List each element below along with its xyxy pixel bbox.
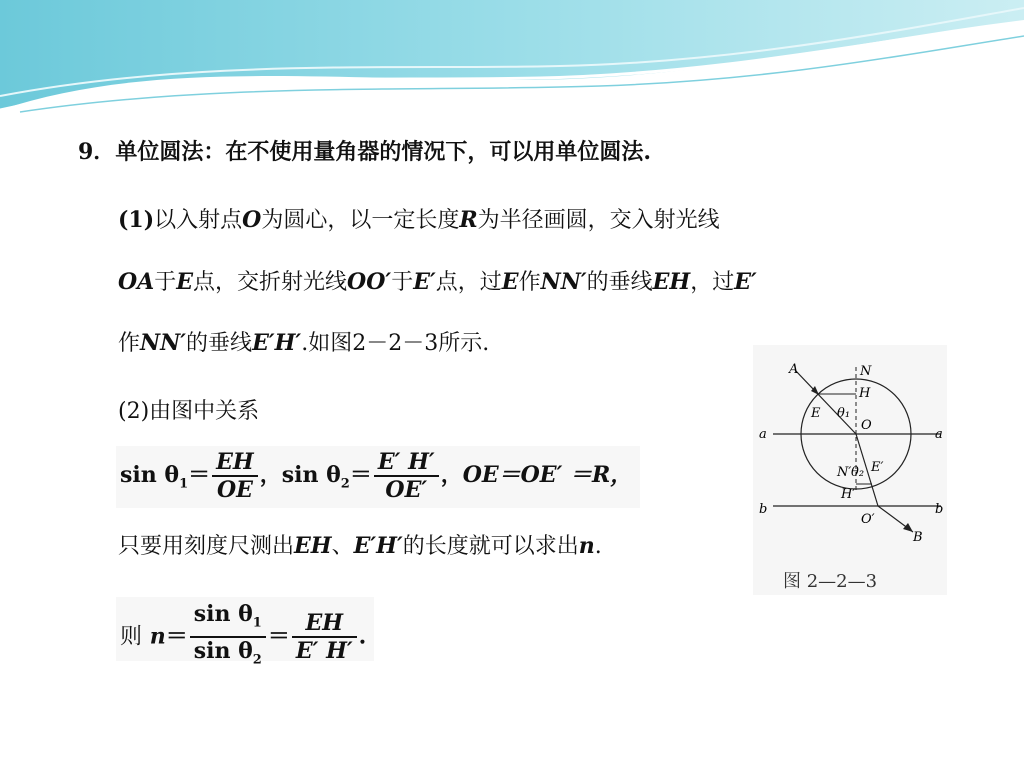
var-n: n (578, 533, 595, 559)
label-theta1: θ₁ (837, 406, 851, 421)
label-H: H (859, 386, 871, 401)
label-theta2: θ₂ (851, 465, 865, 480)
text: 为圆心，以一定长度 (261, 208, 460, 233)
equals: ＝ (165, 623, 188, 650)
denominator: E′ H′ (295, 638, 353, 665)
denominator: OE′ (385, 477, 428, 503)
var-E: E (176, 269, 194, 295)
text: 于 (391, 270, 414, 295)
var-OOprime: OO′ (347, 269, 392, 295)
var-NNprime: NN′ (540, 269, 587, 295)
label-b-left: b (759, 502, 768, 517)
denominator: OE (216, 477, 253, 503)
label-Hprime: H′ (841, 487, 856, 502)
subscript: 1 (252, 615, 262, 631)
var-EprimeHprime: E′H′ (353, 533, 403, 559)
step1-line-2 (118, 267, 757, 298)
var-E: E (501, 269, 519, 295)
step1-line-1 (118, 205, 720, 236)
equals: ＝ (349, 462, 372, 488)
sin-theta: sin θ (281, 462, 341, 488)
var-EprimeHprime: E′H′ (252, 330, 302, 356)
text: 作 (118, 331, 141, 356)
text: 于 (154, 270, 177, 295)
fraction-EH-prime (374, 449, 439, 503)
var-Eprime: E′ (734, 269, 757, 295)
text: 以入射点 (154, 208, 243, 233)
subscript: 2 (252, 652, 262, 668)
var-EH: EH (652, 269, 691, 295)
label-a-right: a (935, 427, 943, 442)
formula-sin-ratios (116, 446, 640, 508)
label-a-left: a (759, 427, 767, 442)
numerator: E′ H′ (374, 449, 439, 477)
var-O: O (242, 207, 262, 233)
text: ，过 (690, 270, 735, 295)
sin: sin θ (193, 638, 253, 665)
label-Oprime: O′ (861, 512, 875, 527)
fraction-EH-OE (212, 449, 258, 503)
text: 的长度就可以求出 (402, 534, 579, 559)
heading-text: 单位圆法：在不使用量角器的情况下，可以用单位圆法. (115, 139, 651, 165)
prefix: 则 (120, 624, 143, 650)
equals: ＝ (188, 462, 211, 488)
sin: sin θ (193, 601, 253, 627)
denominator (190, 638, 266, 673)
numerator: EH (212, 449, 258, 477)
var-Eprime: E′ (413, 269, 436, 295)
var-R: R (459, 207, 478, 233)
label-B: B (913, 530, 923, 545)
label-N: N (860, 364, 872, 379)
unit-circle-figure (753, 345, 947, 595)
heading-number: 9． (78, 139, 116, 165)
formula-refractive-index (116, 597, 374, 668)
var-NNprime: NN′ (140, 330, 187, 356)
measure-line (118, 531, 602, 562)
text: 点，过 (435, 270, 502, 295)
text: 只要用刻度尺测出 (118, 534, 295, 559)
label-O: O (861, 418, 872, 433)
equals: ＝ (267, 623, 290, 650)
text: . (594, 534, 602, 559)
text: 作 (518, 270, 541, 295)
step2-label (118, 397, 259, 427)
header-wave-decoration (0, 0, 1024, 130)
var-n: n (149, 623, 166, 650)
text: 、 (331, 534, 354, 559)
text: (2)由图中关系 (118, 399, 260, 424)
numerator: EH (292, 610, 357, 638)
subscript: 2 (340, 476, 350, 492)
oe-equation: OE＝OE′ ＝R， (462, 462, 633, 488)
subscript: 1 (179, 476, 189, 492)
step1-line-3 (118, 328, 489, 359)
var-OA: OA (118, 269, 155, 295)
label-b-right: b (935, 502, 944, 517)
step-number: (1) (118, 207, 155, 233)
label-E: E (811, 406, 821, 421)
label-A: A (789, 362, 799, 377)
label-Nprime: N′ (837, 465, 852, 480)
text: 为半径画圆，交入射光线 (477, 208, 720, 233)
text: 的垂线 (186, 331, 253, 356)
figure-caption: 图 2—2—3 (783, 571, 878, 592)
comma: ， (440, 462, 463, 488)
text: .如图2－2－3所示. (301, 331, 490, 356)
text: 的垂线 (586, 270, 653, 295)
period: . (358, 623, 367, 650)
var-EH: EH (294, 533, 332, 559)
fraction-sin (190, 601, 266, 674)
section-heading (78, 137, 651, 167)
fraction-lengths (292, 610, 357, 664)
text: 点，交折射光线 (193, 270, 348, 295)
comma: ， (259, 462, 282, 488)
sin-theta: sin θ (120, 462, 180, 488)
numerator (190, 601, 266, 638)
label-Eprime: E′ (871, 460, 884, 475)
figure-diagram (753, 345, 947, 595)
exit-arrow (903, 523, 913, 532)
